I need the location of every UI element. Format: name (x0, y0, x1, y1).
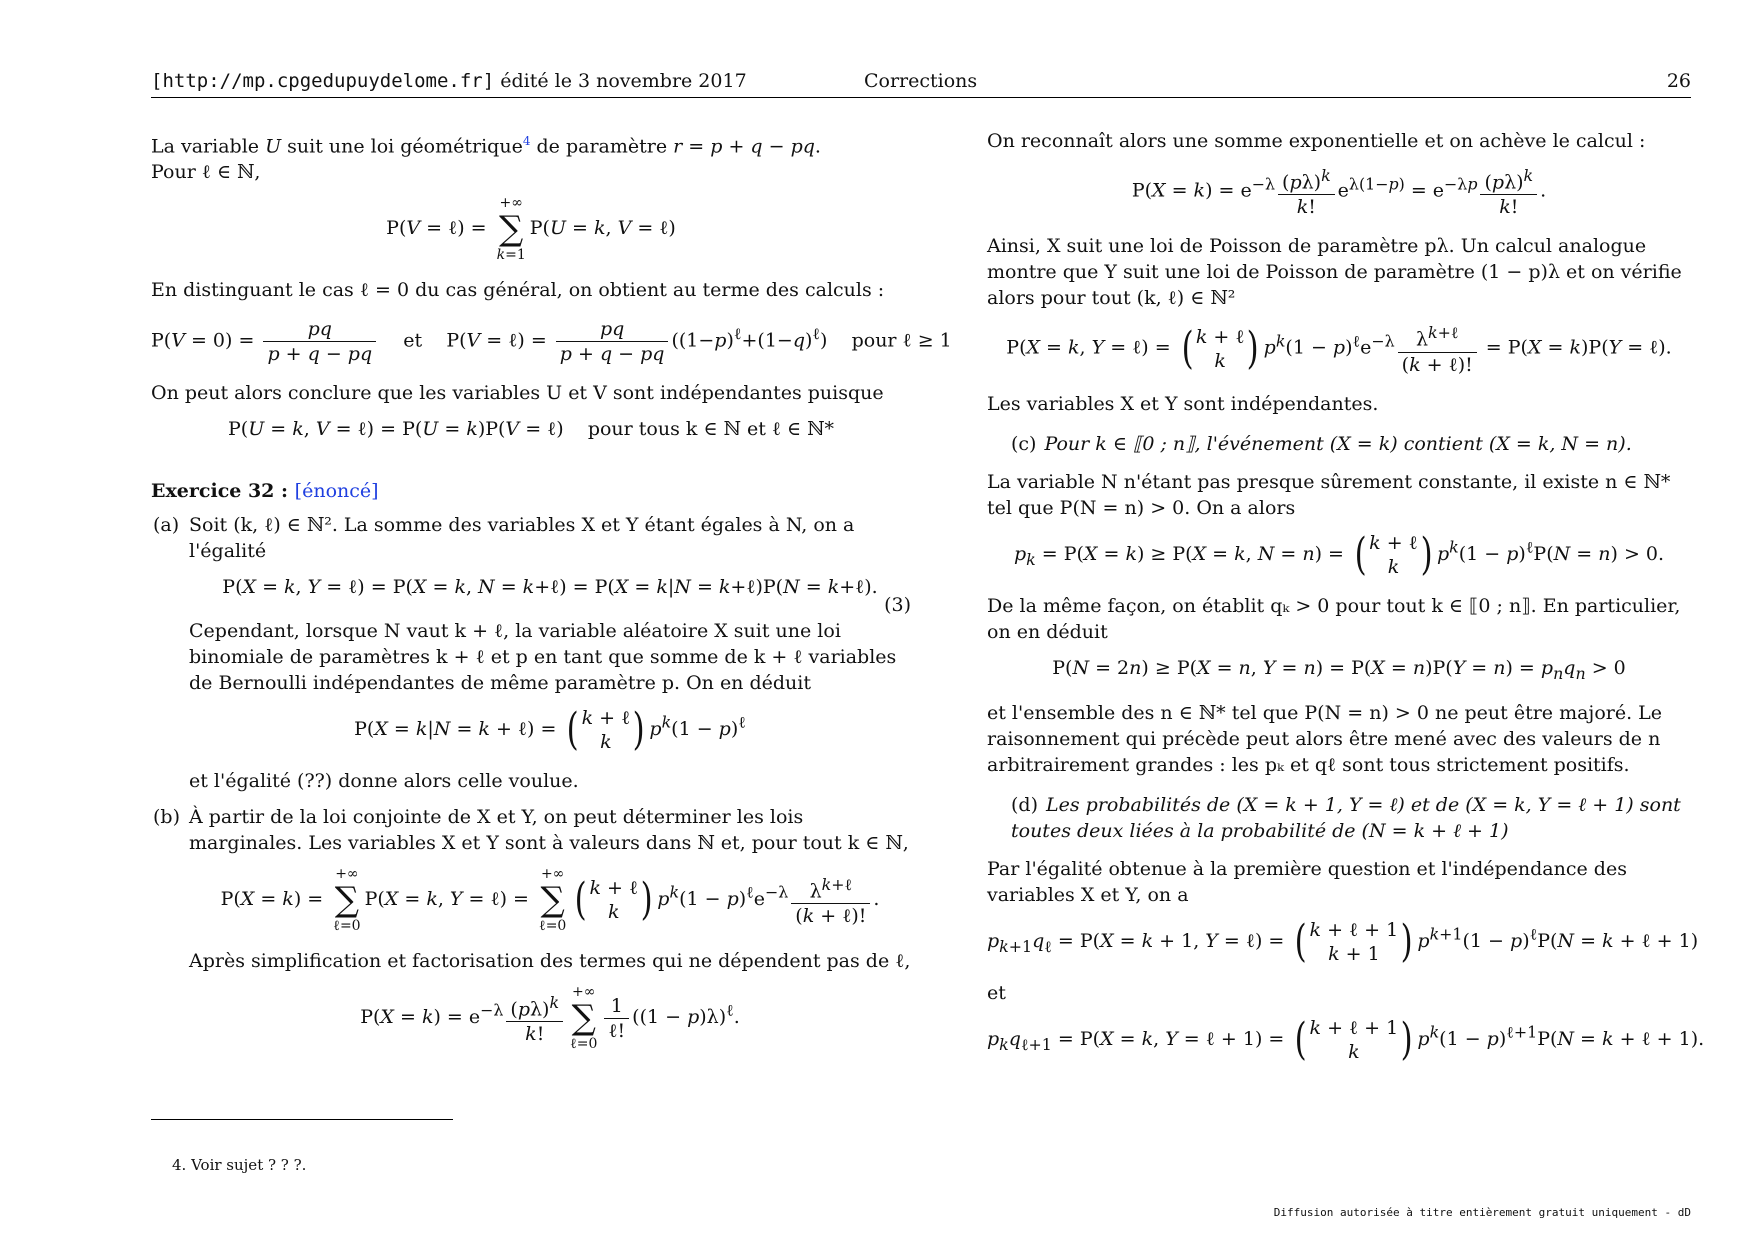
right-column (987, 128, 1705, 1078)
item-a (151, 512, 911, 794)
item-a-label: (a) (153, 514, 180, 537)
paragraph-not-constant: La variable N n'étant pas presque sûrement constante, il existe n ∈ ℕ* tel que P(N = n) > 0. On a alors (987, 470, 1671, 519)
footnote: 4. Voir sujet ? ? ?. (172, 1156, 307, 1174)
paragraph-geometric: La variable U suit une loi géométrique$^4$ de paramètre r = p + q − pq. (151, 134, 821, 158)
equation-joint: P(X = k, Y = ℓ) = ( k + ℓ k ) $p^k(1 - p)^\ell e^{-\lambda}$ $\frac{\lambda^{k+\ell}}{\text{(k + ℓ)!}}$ = P(X = k)P(Y = ℓ). (1006, 323, 1672, 376)
page-header (151, 70, 1691, 98)
header-edition: édité le 3 novembre 2017 (500, 70, 747, 92)
equation-tag: (3) (884, 594, 911, 617)
footnote-rule (151, 1119, 453, 1120)
equation-binomial: P(X = k|N = k + ℓ) = ( k + ℓ k ) $p^k(1 - p)^\ell$ (354, 704, 746, 756)
equation-pk: $p_k = P(X = k) \ge P(X = k$, N = n) = ( k + ℓ k ) $p^k(1 - p)^\ell P(N = n) > 0$. (1013, 528, 1665, 580)
question-d-label: (d) (1011, 794, 1038, 817)
left-column (151, 128, 952, 1066)
paragraph-exponential: On reconnaît alors une somme exponentielle et on achève le calcul : (987, 130, 1646, 152)
equation-pv-values: P(V = 0) = $\frac{pq}{p + q - pq}$ et P(V = ℓ) = $\frac{pq}{p + q - pq}$ $((1-p)^\ell+(1-q)^\ell)$ pour ℓ ≥ 1 (151, 318, 952, 366)
footnote-ref[interactable]: 4 (522, 134, 531, 148)
equation-poisson: $P(X = k) = e^{-\lambda}$ $\frac{(p\lambda)^k}{k!}$ $e^{\lambda(1-p)} = e^{-\lambda p}$ $\frac{(p\lambda)^k}{k!}$ . (1131, 166, 1547, 219)
header-source (151, 70, 747, 92)
item-a-text2: Cependant, lorsque N vaut k + ℓ, la variable aléatoire X suit une loi binomiale de paramètres k + ℓ et p en tant que somme de k + ℓ variables de Bernoulli indépendantes de même paramètre p. On en déduit (189, 620, 897, 695)
paragraph-indep-xy: Les variables X et Y sont indépendantes. (987, 392, 1379, 415)
equation-ql1: $p_kq_{\ell+1} = P(X = k$, Y = ℓ + 1) = ( k + ℓ + 1 k ) $p^k(1 - p)^{\ell+1}P(N = k$ + ℓ + 1). (987, 1014, 1705, 1066)
question-d (1011, 792, 1691, 844)
exercise-title: Exercice 32 : [énoncé] (151, 480, 379, 503)
paragraph-by-equality: Par l'égalité obtenue à la première question et l'indépendance des variables X et Y, on a (987, 858, 1627, 907)
item-a-text1: Soit (k, ℓ) ∈ ℕ². La somme des variables X et Y étant égales à N, on a l'égalité (189, 514, 855, 563)
header-section: Corrections (864, 70, 978, 92)
item-b-text2: Après simplification et factorisation des termes qui ne dépendent pas de ℓ, (189, 950, 911, 973)
item-b-label: (b) (153, 806, 180, 829)
equation-pv: P(V = ℓ) = +∞ ∑ k=1 P(U = k, V = ℓ) (386, 195, 676, 264)
page-number: 26 (1666, 70, 1691, 92)
equation-independence: P(U = k, V = ℓ) = P(U = k)P(V = ℓ) pour tous k ∈ ℕ et ℓ ∈ ℕ* (228, 418, 834, 441)
question-d-text: Les probabilités de (X = k + 1, Y = ℓ) et de (X = k, Y = ℓ + 1) sont toutes deux liées à la probabilité de (N = k + ℓ + 1) (1011, 794, 1681, 843)
question-c-label: (c) (1011, 432, 1037, 455)
paragraph-for-l: Pour ℓ ∈ ℕ, (151, 161, 261, 184)
equation-pk1: $p_{k+1}q_\ell = P(X = k + 1$, Y = ℓ) = ( k + ℓ + 1 k + 1 ) $p^{k+1}(1 - p)^\ell P(N = k$ + ℓ + 1) (987, 916, 1699, 968)
paragraph-distinguishing: En distinguant le cas ℓ = 0 du cas général, on obtient au terme des calculs : (151, 279, 885, 302)
equation-marginal: P(X = k) = +∞ ∑ ℓ=0 P(X = k, Y = ℓ) = +∞ ∑ ℓ=0 ( k + ℓ k ) $p^k(1 - p)^\ell e^{-\lambda}$ $\frac{\lambda^{k+\ell}}{\text{(k + ℓ)!}}$ . (220, 866, 880, 935)
statement-link[interactable]: [énoncé] (294, 480, 379, 503)
equation-simplified: $P(X = k) = e^{-\lambda}$ $\frac{(p\lambda)^k}{k!}$ +∞ ∑ ℓ=0 $\frac{1}{\text{ℓ!}}$ $((1 - p)\lambda)^\ell$. (360, 984, 740, 1053)
equation-3: P(X = k, Y = ℓ) = P(X = k, N = k+ℓ) = P(X = k|N = k+ℓ)P(N = k+ℓ). (222, 576, 878, 599)
header-url[interactable]: [http://mp.cpgedupuydelome.fr] (151, 70, 495, 92)
header-rule (151, 97, 1691, 98)
paragraph-poisson: Ainsi, X suit une loi de Poisson de paramètre pλ. Un calcul analogue montre que Y suit une loi de Poisson de paramètre (1 − p)λ et on vérifie alors pour tout (k, ℓ) ∈ ℕ² (987, 235, 1682, 310)
question-c (1011, 431, 1691, 457)
paragraph-unbounded: et l'ensemble des n ∈ ℕ* tel que P(N = n) > 0 ne peut être majoré. Le raisonnement qui précède peut alors être mené avec des valeurs de n arbitrairement grandes : les pₖ et qℓ sont tous strictement positifs. (987, 702, 1663, 777)
paragraph-independent: On peut alors conclure que les variables U et V sont indépendantes puisque (151, 382, 884, 405)
item-b-text1: À partir de la loi conjointe de X et Y, on peut déterminer les lois marginales. Les variables X et Y sont à valeurs dans ℕ et, pour tout k ∈ ℕ, (189, 806, 909, 855)
page-footer: Diffusion autorisée à titre entièrement gratuit uniquement - dD (1273, 1206, 1691, 1219)
item-a-text3: et l'égalité (??) donne alors celle voulue. (189, 770, 579, 793)
question-c-text: Pour k ∈ ⟦0 ; n⟧, l'événement (X = k) contient (X = k, N = n). (1044, 432, 1632, 455)
equation-n2n: P(N = 2n) ≥ P(X = n, $Y = n) = P(X = n)P(Y = n) = p_nq_n > 0$ (1052, 656, 1626, 683)
paragraph-et: et (987, 982, 1006, 1005)
paragraph-same-way: De la même façon, on établit qₖ > 0 pour tout k ∈ ⟦0 ; n⟧. En particulier, on en déduit (987, 594, 1681, 643)
item-b (151, 804, 911, 1052)
